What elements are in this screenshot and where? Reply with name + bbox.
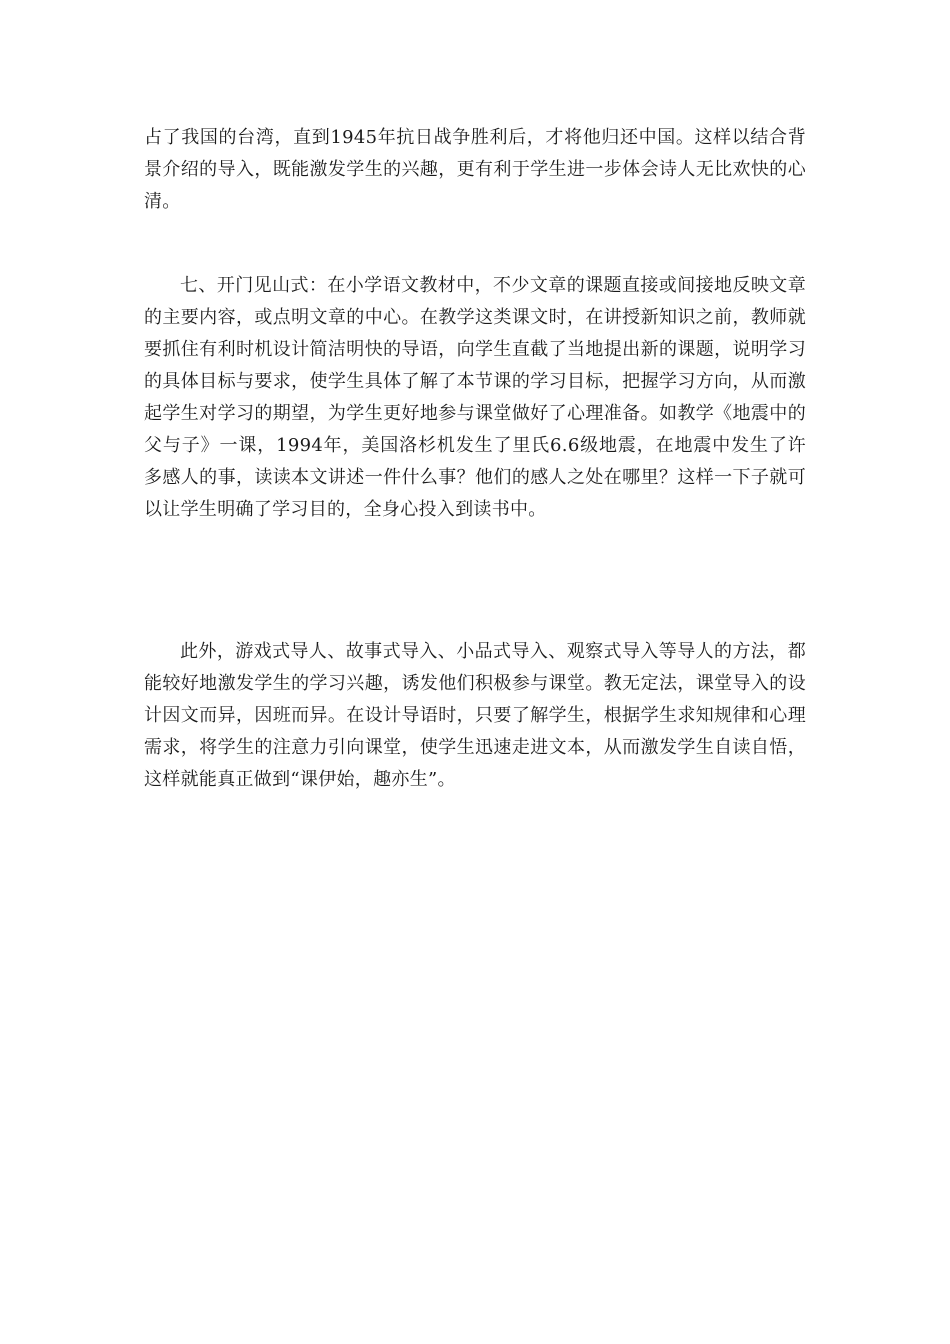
paragraph-conclusion: 此外，游戏式导人、故事式导入、小品式导入、观察式导入等导人的方法，都能较好地激发学生的学习兴趣，诱发他们积极参与课堂。教无定法，课堂导入的设计因文而异，因班而异。在设计导语时，只要了解学生，根据学生求知规律和心理需求，将学生的注意力引向课堂，使学生迅速走进文本，从而激发学生自读自悟，这样就能真正做到“课伊始，趣亦生”。 <box>144 641 806 790</box>
paragraph-continuation: 占了我国的台湾，直到1945年抗日战争胜利后，才将他归还中国。这样以结合背景介绍的导入，既能激发学生的兴趣，更有利于学生进一步体会诗人无比欢快的心清。 <box>144 127 806 212</box>
paragraph-method-seven: 七、开门见山式：在小学语文教材中，不少文章的课题直接或间接地反映文章的主要内容，或点明文章的中心。在教学这类课文时，在讲授新知识之前，教师就要抓住有利时机设计简洁明快的导语，向学生直截了当地提出新的课题，说明学习的具体目标与要求，使学生具体了解了本节课的学习目标，把握学习方向，从而激起学生对学习的期望，为学生更好地参与课堂做好了心理准备。如教学《地震中的父与子》一课，1994年，美国洛杉机发生了里氏6.6级地震，在地震中发生了许多感人的事，读读本文讲述一件什么事？他们的感人之处在哪里？这样一下子就可以让学生明确了学习目的，全身心投入到读书中。 <box>144 275 806 520</box>
